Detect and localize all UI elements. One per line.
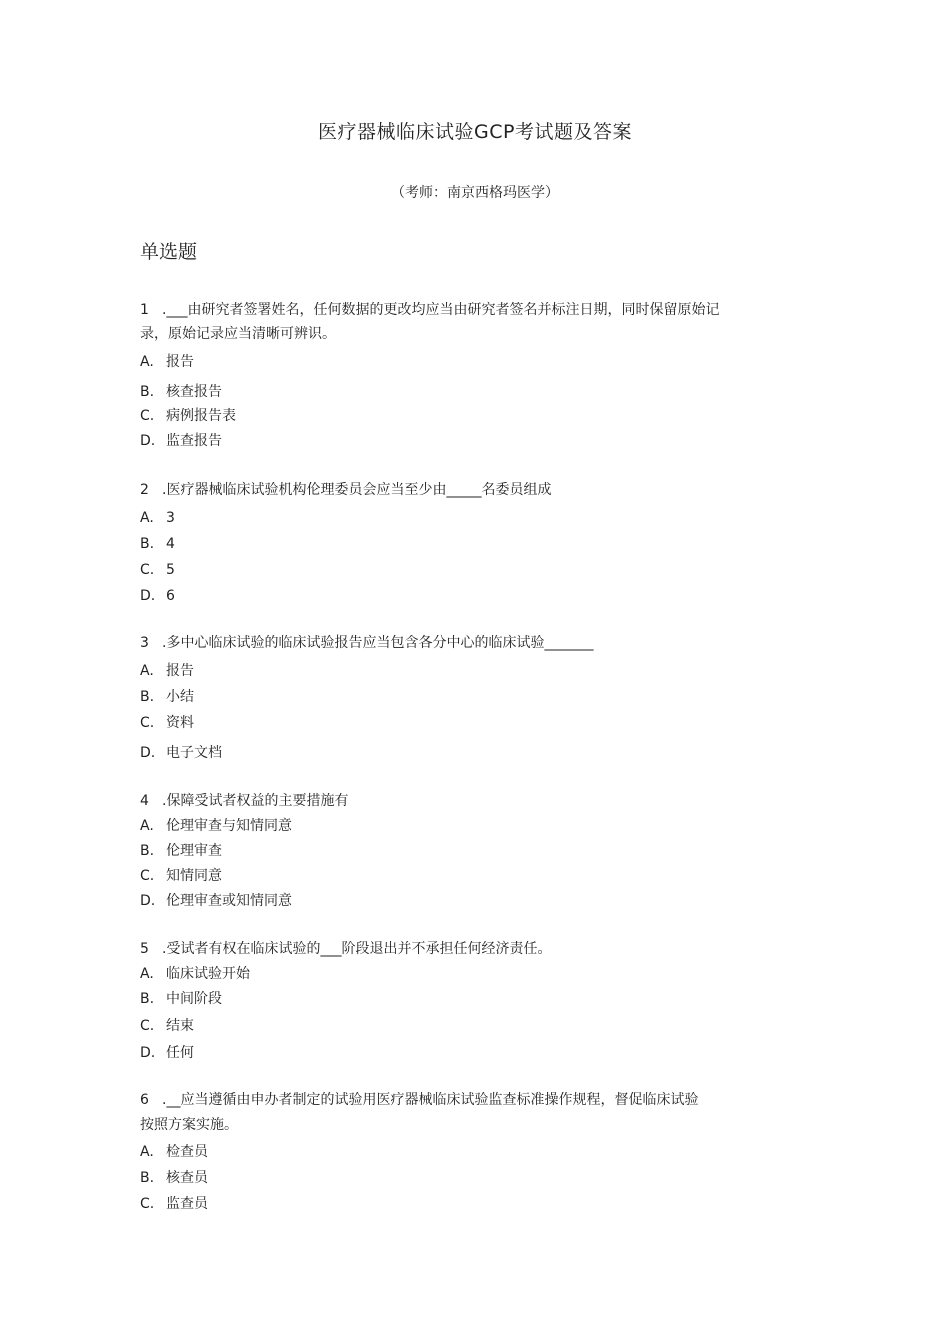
option-letter: B.	[140, 689, 155, 705]
option-3a	[140, 661, 194, 681]
question-text: .多中心临床试验的临床试验报告应当包含各分中心的临床试验_______	[162, 635, 594, 651]
option-letter: B.	[140, 843, 155, 859]
option-text: 监查员	[166, 1196, 208, 1212]
option-letter: B.	[140, 1170, 155, 1186]
option-letter: D.	[140, 893, 156, 909]
option-3c	[140, 713, 194, 733]
option-text: 中间阶段	[166, 991, 222, 1007]
option-letter: C.	[140, 868, 155, 884]
option-1b	[140, 382, 222, 402]
option-2b	[140, 534, 175, 554]
option-text: 5	[166, 562, 175, 578]
option-letter: C.	[140, 408, 155, 424]
option-letter: C.	[140, 562, 155, 578]
option-letter: A.	[140, 818, 154, 834]
option-1a	[140, 352, 194, 372]
option-5c	[140, 1016, 194, 1036]
option-text: 报告	[166, 354, 194, 370]
option-4a	[140, 816, 292, 836]
question-5-stem	[140, 939, 551, 959]
question-6-stem-cont: 按照方案实施。	[140, 1117, 238, 1133]
question-6-stem	[140, 1090, 698, 1110]
option-2a	[140, 508, 175, 528]
option-text: 电子文档	[166, 745, 222, 761]
option-text: 4	[166, 536, 175, 552]
question-number: 3	[140, 635, 149, 651]
option-2d	[140, 586, 175, 606]
option-5a	[140, 964, 250, 984]
option-6a	[140, 1142, 208, 1162]
option-text: 临床试验开始	[166, 966, 250, 982]
option-3d	[140, 743, 222, 763]
option-letter: A.	[140, 966, 154, 982]
question-text: .___由研究者签署姓名，任何数据的更改均应当由研究者签名并标注日期，同时保留原始记	[162, 302, 720, 318]
question-number: 1	[140, 302, 149, 318]
option-text: 6	[166, 588, 175, 604]
option-text: 3	[166, 510, 175, 526]
option-3b	[140, 687, 194, 707]
option-text: 任何	[166, 1045, 194, 1061]
option-text: 监查报告	[166, 433, 222, 449]
option-letter: A.	[140, 663, 154, 679]
option-text: 核查报告	[166, 384, 222, 400]
question-text: .受试者有权在临床试验的___阶段退出并不承担任何经济责任。	[162, 941, 552, 957]
option-text: 伦理审查与知情同意	[166, 818, 292, 834]
option-text: 伦理审查	[166, 843, 222, 859]
option-letter: C.	[140, 715, 155, 731]
option-4c	[140, 866, 222, 886]
option-4b	[140, 841, 222, 861]
question-1-stem-cont: 录，原始记录应当清晰可辨识。	[140, 326, 336, 342]
option-5b	[140, 989, 222, 1009]
question-number: 5	[140, 941, 149, 957]
option-6c	[140, 1194, 208, 1214]
question-2-stem	[140, 480, 551, 500]
option-letter: B.	[140, 536, 155, 552]
option-text: 知情同意	[166, 868, 222, 884]
option-4d	[140, 891, 292, 911]
option-letter: D.	[140, 745, 156, 761]
document-title: 医疗器械临床试验GCP考试题及答案	[318, 121, 632, 143]
question-text: .__应当遵循由申办者制定的试验用医疗器械临床试验监查标准操作规程，督促临床试验	[162, 1092, 699, 1108]
question-number: 4	[140, 793, 149, 809]
question-text: .医疗器械临床试验机构伦理委员会应当至少由_____名委员组成	[162, 482, 552, 498]
option-1c	[140, 406, 236, 426]
option-letter: A.	[140, 510, 154, 526]
section-heading: 单选题	[140, 241, 198, 263]
question-4-stem	[140, 791, 348, 811]
question-number: 6	[140, 1092, 149, 1108]
option-text: 核查员	[166, 1170, 208, 1186]
option-letter: D.	[140, 433, 156, 449]
document-subtitle: （考师：南京西格玛医学）	[391, 185, 559, 201]
option-text: 小结	[166, 689, 194, 705]
option-letter: B.	[140, 991, 155, 1007]
option-6b	[140, 1168, 208, 1188]
option-text: 伦理审查或知情同意	[166, 893, 292, 909]
question-1-stem	[140, 300, 719, 320]
option-text: 病例报告表	[166, 408, 236, 424]
option-letter: C.	[140, 1196, 155, 1212]
option-letter: D.	[140, 588, 156, 604]
option-text: 结束	[166, 1018, 194, 1034]
option-text: 检查员	[166, 1144, 208, 1160]
option-5d	[140, 1043, 194, 1063]
option-letter: A.	[140, 1144, 154, 1160]
option-letter: A.	[140, 354, 154, 370]
option-1d	[140, 431, 222, 451]
question-3-stem	[140, 633, 593, 653]
option-text: 报告	[166, 663, 194, 679]
question-text: .保障受试者权益的主要措施有	[162, 793, 349, 809]
option-letter: D.	[140, 1045, 156, 1061]
option-text: 资料	[166, 715, 194, 731]
option-2c	[140, 560, 175, 580]
question-number: 2	[140, 482, 149, 498]
option-letter: C.	[140, 1018, 155, 1034]
option-letter: B.	[140, 384, 155, 400]
